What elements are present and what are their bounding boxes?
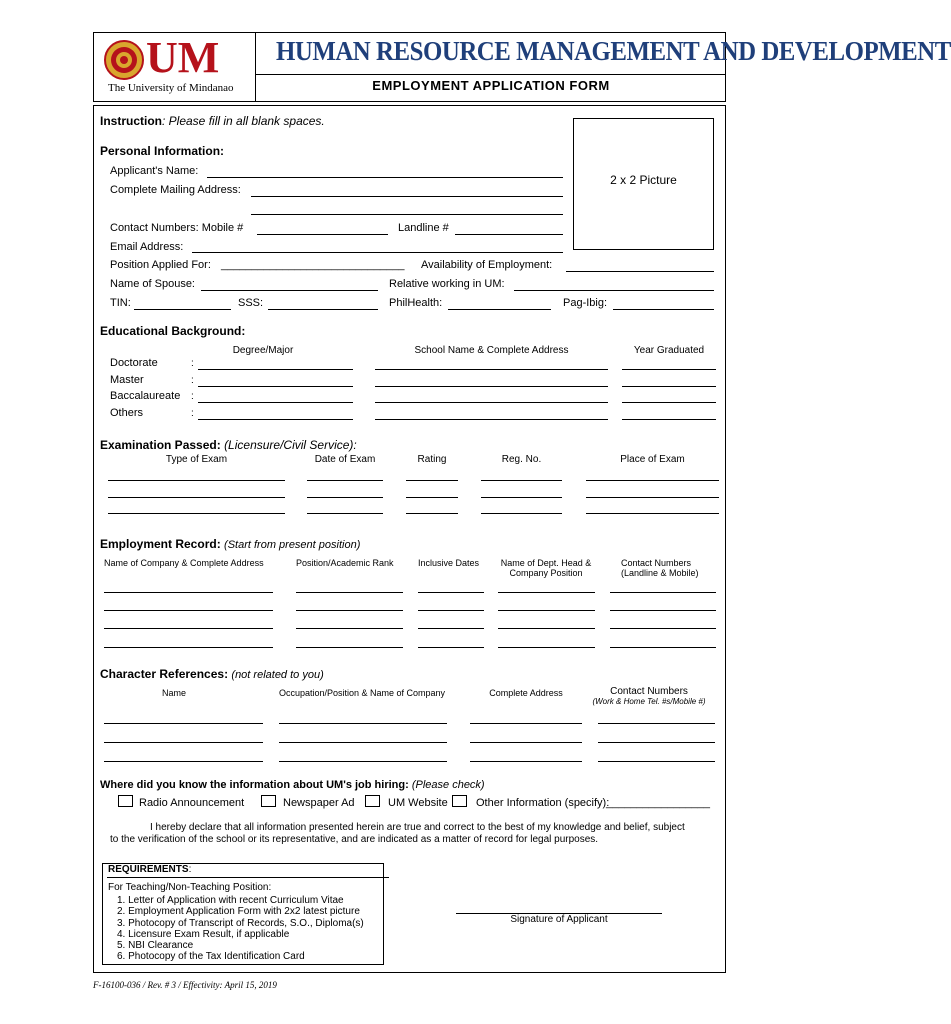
doctorate-degree-field[interactable]	[198, 369, 353, 370]
newspaper-ad-checkbox[interactable]	[261, 795, 276, 807]
reference-field[interactable]	[104, 742, 263, 743]
sss-field[interactable]	[268, 309, 378, 310]
requirement-item: 2. Employment Application Form with 2x2 latest picture	[117, 906, 360, 918]
requirement-item: 6. Photocopy of the Tax Identification Card	[117, 951, 305, 963]
philhealth-field[interactable]	[448, 309, 551, 310]
references-col-occupation: Occupation/Position & Name of Company	[278, 688, 446, 698]
radio-announcement-checkbox[interactable]	[118, 795, 133, 807]
exam-heading-label: Examination Passed:	[100, 438, 221, 452]
requirements-list	[117, 895, 364, 963]
employment-field[interactable]	[104, 628, 273, 629]
personal-heading: Personal Information:	[100, 144, 225, 158]
reference-field[interactable]	[279, 761, 447, 762]
exam-field[interactable]	[108, 497, 285, 498]
landline-label: Landline #	[398, 222, 449, 234]
exam-col-rating: Rating	[417, 454, 447, 465]
other-information-checkbox[interactable]	[452, 795, 467, 807]
education-row-doctorate: Doctorate	[110, 357, 158, 369]
declaration-line-1: I hereby declare that all information presented herein are true and correct to the best of my knowledge and belief, subject	[150, 822, 685, 833]
employment-heading-label: Employment Record:	[100, 537, 221, 551]
employment-col-contact-line2: (Landline & Mobile)	[621, 568, 699, 578]
education-col-year: Year Graduated	[633, 345, 705, 356]
employment-field[interactable]	[498, 592, 595, 593]
doctorate-school-field[interactable]	[375, 369, 608, 370]
landline-field[interactable]	[455, 234, 563, 235]
master-year-field[interactable]	[622, 386, 716, 387]
exam-col-place: Place of Exam	[620, 454, 685, 465]
exam-heading-note: (Licensure/Civil Service):	[224, 438, 357, 452]
employment-col-contact	[610, 558, 710, 578]
tin-field[interactable]	[134, 309, 231, 310]
instruction-text: : Please fill in all blank spaces.	[162, 114, 325, 128]
applicant-name-field[interactable]	[207, 177, 563, 178]
employment-field[interactable]	[296, 647, 403, 648]
form-code: F-16100-036 / Rev. # 3 / Effectivity: April 15, 2019	[93, 980, 277, 990]
references-col-name: Name	[161, 688, 186, 698]
exam-field[interactable]	[307, 480, 383, 481]
others-degree-field[interactable]	[198, 419, 353, 420]
exam-field[interactable]	[586, 480, 719, 481]
employment-col-company: Name of Company & Complete Address	[104, 558, 264, 568]
requirements-heading-colon: :	[188, 864, 192, 875]
employment-field[interactable]	[104, 610, 273, 611]
email-field[interactable]	[192, 252, 563, 253]
other-information-label: Other Information (specify):	[476, 797, 610, 809]
references-heading-note: (not related to you)	[231, 669, 324, 681]
university-name: The University of Mindanao	[108, 82, 234, 94]
reference-field[interactable]	[104, 761, 263, 762]
um-logo-text: UM	[146, 33, 220, 82]
sss-label: SSS:	[238, 297, 264, 309]
doctorate-year-field[interactable]	[622, 369, 716, 370]
availability-field[interactable]	[566, 271, 714, 272]
employment-col-position: Position/Academic Rank	[296, 558, 394, 568]
employment-field[interactable]	[610, 647, 716, 648]
instruction	[100, 114, 325, 128]
employment-field[interactable]	[498, 647, 595, 648]
reference-field[interactable]	[279, 742, 447, 743]
education-row-baccalaureate: Baccalaureate	[110, 390, 181, 402]
education-row-master: Master	[110, 374, 144, 386]
references-heading	[100, 667, 324, 681]
employment-field[interactable]	[498, 610, 595, 611]
applicant-name-label: Applicant's Name:	[110, 165, 199, 177]
exam-field[interactable]	[307, 497, 383, 498]
exam-field[interactable]	[586, 497, 719, 498]
employment-field[interactable]	[418, 610, 484, 611]
reference-field[interactable]	[598, 742, 715, 743]
education-heading: Educational Background:	[100, 324, 246, 338]
source-question-label: Where did you know the information about UM's job hiring:	[100, 779, 409, 791]
references-col-address: Complete Address	[489, 688, 563, 698]
exam-field[interactable]	[481, 497, 562, 498]
employment-col-head-line1: Name of Dept. Head &	[500, 558, 592, 568]
photo-label: 2 x 2 Picture	[610, 173, 677, 187]
exam-field[interactable]	[406, 497, 458, 498]
reference-field[interactable]	[279, 723, 447, 724]
exam-field[interactable]	[481, 513, 562, 514]
philhealth-label: PhilHealth:	[389, 297, 443, 309]
mobile-field[interactable]	[257, 234, 388, 235]
employment-col-head-line2: Company Position	[509, 568, 583, 578]
relative-label: Relative working in UM:	[389, 278, 505, 290]
position-label: Position Applied For:	[110, 259, 211, 271]
newspaper-ad-label: Newspaper Ad	[283, 797, 355, 809]
mailing-address-field-2[interactable]	[251, 214, 563, 215]
exam-field[interactable]	[586, 513, 719, 514]
employment-field[interactable]	[418, 592, 484, 593]
exam-field[interactable]	[406, 480, 458, 481]
um-website-checkbox[interactable]	[365, 795, 380, 807]
others-school-field[interactable]	[375, 419, 608, 420]
position-field[interactable]: ______________________________	[221, 259, 405, 271]
requirements-heading-label: REQUIREMENTS	[108, 864, 189, 875]
reference-field[interactable]	[598, 723, 715, 724]
exam-field[interactable]	[406, 513, 458, 514]
title-divider	[256, 74, 726, 75]
employment-field[interactable]	[296, 592, 403, 593]
colon: :	[191, 375, 194, 386]
email-label: Email Address:	[110, 241, 184, 253]
declaration-line-2: to the verification of the school or its representative, and are indicated as a matter of record for legal purposes.	[110, 834, 599, 845]
reference-field[interactable]	[598, 761, 715, 762]
references-col-contact-line2: (Work & Home Tel. #s/Mobile #)	[592, 697, 706, 706]
exam-field[interactable]	[481, 480, 562, 481]
education-row-others: Others	[110, 407, 144, 419]
department-title: HUMAN RESOURCE MANAGEMENT AND DEVELOPMENT	[276, 36, 951, 66]
baccalaureate-degree-field[interactable]	[198, 402, 353, 403]
exam-field[interactable]	[108, 513, 285, 514]
reference-field[interactable]	[470, 761, 582, 762]
education-col-school: School Name & Complete Address	[414, 345, 569, 356]
requirement-item: 3. Photocopy of Transcript of Records, S.O., Diploma(s)	[117, 917, 364, 929]
employment-field[interactable]	[610, 628, 716, 629]
employment-field[interactable]	[418, 628, 484, 629]
references-col-contact	[586, 686, 712, 706]
um-website-label: UM Website	[388, 797, 448, 809]
references-heading-label: Character References:	[100, 667, 229, 681]
employment-col-contact-line1: Contact Numbers	[621, 558, 692, 568]
tin-label: TIN:	[110, 297, 131, 309]
exam-field[interactable]	[307, 513, 383, 514]
other-information-field[interactable]: _________________	[606, 797, 711, 809]
employment-heading	[100, 537, 360, 551]
colon: :	[191, 358, 194, 369]
baccalaureate-school-field[interactable]	[375, 402, 608, 403]
education-col-degree: Degree/Major	[232, 345, 294, 356]
source-question-note: (Please check)	[411, 779, 485, 791]
exam-field[interactable]	[108, 480, 285, 481]
exam-col-reg: Reg. No.	[501, 454, 542, 465]
colon: :	[191, 391, 194, 402]
requirement-item: 4. Licensure Exam Result, if applicable	[117, 928, 290, 940]
exam-heading	[100, 438, 357, 452]
employment-field[interactable]	[104, 647, 273, 648]
employment-field[interactable]	[418, 647, 484, 648]
requirement-item: 5. NBI Clearance	[117, 940, 194, 952]
mailing-address-label: Complete Mailing Address:	[110, 184, 241, 196]
reference-field[interactable]	[470, 723, 582, 724]
relative-field[interactable]	[514, 290, 714, 291]
employment-heading-note: (Start from present position)	[224, 539, 361, 551]
references-col-contact-line1: Contact Numbers	[610, 686, 688, 697]
spouse-label: Name of Spouse:	[110, 278, 195, 290]
form-title: EMPLOYMENT APPLICATION FORM	[372, 78, 610, 93]
exam-col-type: Type of Exam	[165, 454, 228, 465]
requirement-item: 1. Letter of Application with recent Curriculum Vitae	[117, 895, 344, 906]
employment-field[interactable]	[610, 610, 716, 611]
availability-label: Availability of Employment:	[421, 259, 553, 271]
mailing-address-field[interactable]	[251, 196, 563, 197]
exam-col-date: Date of Exam	[314, 454, 376, 465]
university-seal-icon	[104, 40, 144, 80]
employment-col-head	[498, 558, 594, 578]
baccalaureate-year-field[interactable]	[622, 402, 716, 403]
employment-field[interactable]	[610, 592, 716, 593]
pagibig-label: Pag-Ibig:	[563, 297, 608, 309]
others-year-field[interactable]	[622, 419, 716, 420]
colon: :	[191, 408, 194, 419]
employment-field[interactable]	[296, 610, 403, 611]
employment-field[interactable]	[498, 628, 595, 629]
employment-col-dates: Inclusive Dates	[418, 558, 480, 568]
reference-field[interactable]	[104, 723, 263, 724]
mobile-label: Contact Numbers: Mobile #	[110, 222, 244, 234]
master-school-field[interactable]	[375, 386, 608, 387]
reference-field[interactable]	[470, 742, 582, 743]
radio-announcement-label: Radio Announcement	[139, 797, 245, 809]
instruction-label: Instruction	[100, 114, 162, 128]
pagibig-field[interactable]	[613, 309, 714, 310]
requirements-heading	[108, 864, 191, 875]
signature-label: Signature of Applicant	[510, 914, 608, 925]
requirements-subheading: For Teaching/Non-Teaching Position:	[108, 882, 272, 893]
source-question	[100, 779, 485, 791]
employment-field[interactable]	[104, 592, 273, 593]
master-degree-field[interactable]	[198, 386, 353, 387]
employment-field[interactable]	[296, 628, 403, 629]
spouse-field[interactable]	[201, 290, 378, 291]
